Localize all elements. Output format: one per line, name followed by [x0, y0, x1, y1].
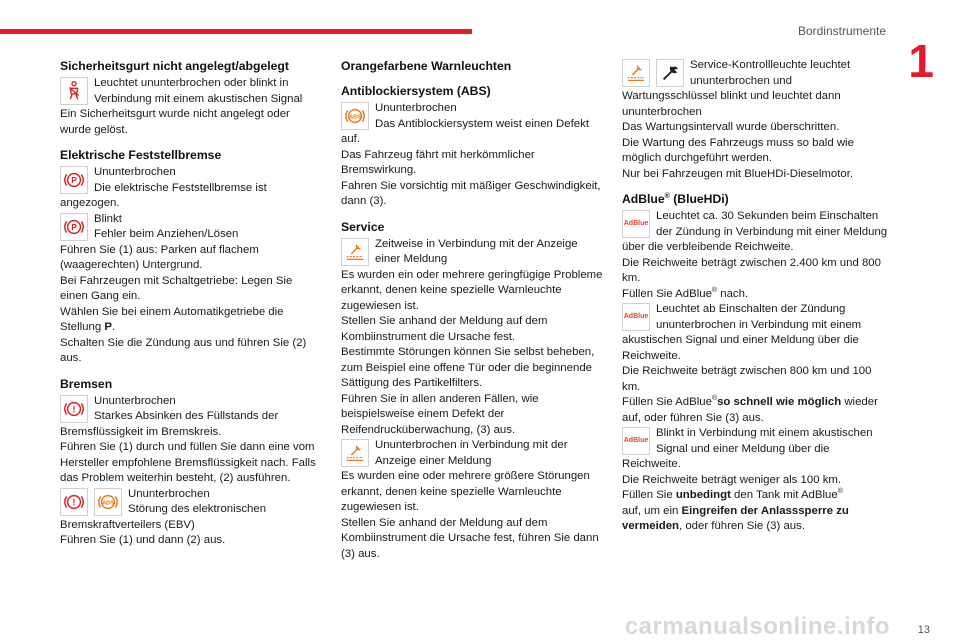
service-text-6: Stellen Sie anhand der Meldung auf dem Kombiinstrument die Ursache fest, führen Sie dann (3) aus.: [341, 516, 599, 560]
seatbelt-warning-icon: [60, 77, 88, 105]
brakes-text-2: Führen Sie (1) und dann (2) aus.: [60, 534, 226, 546]
abs-text-2: Fahren Sie vorsichtig mit mäßiger Geschwindigkeit, dann (3).: [341, 179, 601, 207]
parkbrake-text-1: Führen Sie (1) aus: Parken auf flachem (waagerechten) Untergrund.: [60, 243, 259, 271]
column-left: [60, 58, 322, 549]
abs-entry: [341, 101, 605, 148]
adblue-entry-1-text: Leuchtet ca. 30 Sekunden beim Einschalten der Zündung in Verbindung mit einer Meldung über die verbleibende Reichweite.: [622, 210, 888, 253]
adblue-entry-2: [622, 302, 888, 364]
brakes-heading: Bremsen: [60, 376, 113, 391]
seatbelt-text-2: Ein Sicherheitsgurt wurde nicht angelegt oder wurde gelöst.: [60, 108, 290, 136]
abs-text-1: Das Fahrzeug fährt mit herkömmlicher Bremswirkung.: [341, 148, 535, 176]
adblue-heading: AdBlue® (BlueHDi): [622, 192, 729, 206]
parking-brake-icon: [60, 213, 88, 241]
adblue-text-6: Füllen Sie unbedingt den Tank mit AdBlue®: [622, 488, 843, 501]
adblue-icon: AdBlue: [622, 427, 650, 455]
service-wrench-entry: [622, 58, 888, 120]
service-text-2: Stellen Sie anhand der Meldung auf dem Kombiinstrument die Ursache fest.: [341, 315, 548, 343]
abs-desc: Das Antiblockiersystem weist einen Defekt auf.: [341, 117, 589, 145]
column-middle: [341, 58, 605, 562]
svg-text:ABS: ABS: [102, 499, 114, 506]
service-entry-2: [341, 438, 605, 469]
svg-text:!: !: [72, 404, 76, 415]
service-wrench-text-2: Die Wartung des Fahrzeugs muss so bald wie möglich durchgeführt werden.: [622, 136, 854, 164]
column-right: [622, 58, 888, 535]
seatbelt-entry: [60, 76, 322, 107]
adblue-icon: AdBlue: [622, 303, 650, 331]
brakes-entry-2: [60, 487, 322, 534]
adblue-icon: AdBlue: [622, 210, 650, 238]
parkbrake-text-3: Wählen Sie bei einem Automatikgetriebe die Stellung P.: [60, 305, 284, 333]
service-text-1: Es wurden ein oder mehrere geringfügige Probleme erkannt, denen keine spezielle Warnleuchte zugewiesen ist.: [341, 268, 603, 312]
service-entry-1: [341, 237, 605, 268]
brakes-desc-2: Störung des elektronischen Bremskraftverteilers (EBV): [60, 503, 267, 531]
service-text-3: Bestimmte Störungen können Sie selbst beheben, zum Beispiel eine offene Tür oder die beginnende Sättigung des Partikelfilters.: [341, 346, 595, 389]
adblue-text-7: auf, um ein Eingreifen der Anlasssperre zu vermeiden, oder führen Sie (3) aus.: [622, 504, 849, 532]
page-number: 13: [917, 623, 930, 636]
adblue-text-3: Die Reichweite beträgt zwischen 800 km und 100 km.: [622, 365, 872, 393]
svg-text:P: P: [71, 222, 77, 232]
parkbrake-text-4: Schalten Sie die Zündung aus und führen Sie (2) aus.: [60, 336, 307, 364]
svg-text:ABS: ABS: [349, 114, 361, 121]
header-accent-bar: [0, 29, 472, 34]
seatbelt-heading: Sicherheitsgurt nicht angelegt/abgelegt: [60, 59, 289, 73]
adblue-entry-3: [622, 426, 888, 473]
brakes-state-1: Ununterbrochen: [94, 394, 176, 407]
orange-warnings-heading: Orangefarbene Warnleuchten: [341, 59, 512, 73]
abs-state: Ununterbrochen: [375, 102, 457, 114]
service-entry-1-text: Zeitweise in Verbindung mit der Anzeige einer Meldung: [375, 237, 578, 265]
watermark: carmanualsonline.info: [624, 612, 890, 640]
parkbrake-entry-2: [60, 212, 322, 243]
parkbrake-state-1: Ununterbrochen: [94, 166, 176, 178]
parking-brake-icon: [60, 166, 88, 194]
adblue-text-2: Füllen Sie AdBlue® nach.: [622, 286, 749, 300]
brakes-desc-1: Starkes Absinken des Füllstands der Bremsflüssigkeit im Bremskreis.: [60, 410, 279, 438]
adblue-entry-3-text: Blinkt in Verbindung mit einem akustischen Signal und einer Meldung über die Reichweite.: [622, 427, 873, 470]
parkbrake-desc-2: Fehler beim Anziehen/Lösen: [94, 228, 239, 240]
brakes-text-1: Führen Sie (1) durch und füllen Sie dann eine vom Hersteller empfohlene Bremsflüssigkeit nach. Falls das Problem weiterhin besteht, (2) ausführen.: [60, 441, 316, 484]
service-text-4: Führen Sie in allen anderen Fällen, wie beispielsweise einem Defekt der Reifendrucküberwachung, (3) aus.: [341, 392, 539, 436]
brake-warning-icon: [60, 488, 88, 516]
service-wrench-text: Service-Kontrollleuchte leuchtet ununterbrochen und Wartungsschlüssel blinkt und leuchtet dann ununterbrochen: [622, 59, 851, 118]
parkbrake-heading: Elektrische Feststellbremse: [60, 148, 222, 162]
parkbrake-entry-1: [60, 165, 322, 212]
section-title: Bordinstrumente: [797, 24, 886, 38]
wrench-icon: [656, 59, 684, 87]
abs-heading: Antiblockiersystem (ABS): [341, 84, 491, 98]
adblue-entry-2-text: Leuchtet ab Einschalten der Zündung ununterbrochen in Verbindung mit einem akustischen Signal und einer Meldung über die Reichweite.: [622, 303, 862, 362]
parkbrake-text-2: Bei Fahrzeugen mit Schaltgetriebe: Legen Sie einen Gang ein.: [60, 274, 293, 302]
abs-icon: [341, 102, 369, 130]
chapter-number: 1: [908, 35, 934, 87]
parkbrake-desc-1: Die elektrische Feststellbremse ist angezogen.: [60, 181, 267, 209]
service-wrench-icon: [341, 439, 369, 467]
adblue-text-4: Füllen Sie AdBlue®so schnell wie möglich wieder auf, oder führen Sie (3) aus.: [622, 395, 878, 424]
brake-warning-icon: [60, 395, 88, 423]
svg-text:P: P: [71, 176, 77, 186]
adblue-entry-1: [622, 209, 888, 256]
adblue-text-5: Die Reichweite beträgt weniger als 100 km.: [622, 473, 842, 486]
brakes-state-2: Ununterbrochen: [128, 487, 210, 500]
service-wrench-icon: [622, 59, 650, 87]
service-heading: Service: [341, 219, 385, 234]
svg-text:!: !: [72, 497, 76, 508]
brakes-entry-1: [60, 394, 322, 441]
service-entry-2-text: Ununterbrochen in Verbindung mit der Anzeige einer Meldung: [375, 439, 568, 467]
adblue-text-1: Die Reichweite beträgt zwischen 2.400 km und 800 km.: [622, 256, 881, 284]
service-wrench-icon: [341, 238, 369, 266]
seatbelt-text: Leuchtet ununterbrochen oder blinkt in Verbindung mit einem akustischen Signal: [94, 77, 303, 105]
service-text-5: Es wurden eine oder mehrere größere Störungen erkannt, denen keine spezielle Warnleuchte zugewiesen ist.: [341, 470, 590, 513]
parkbrake-state-2: Blinkt: [94, 212, 122, 225]
service-wrench-text-3: Nur bei Fahrzeugen mit BlueHDi-Dieselmotor.: [622, 167, 854, 180]
service-wrench-text-1: Das Wartungsintervall wurde überschritten.: [622, 121, 840, 133]
abs-icon: [94, 488, 122, 516]
